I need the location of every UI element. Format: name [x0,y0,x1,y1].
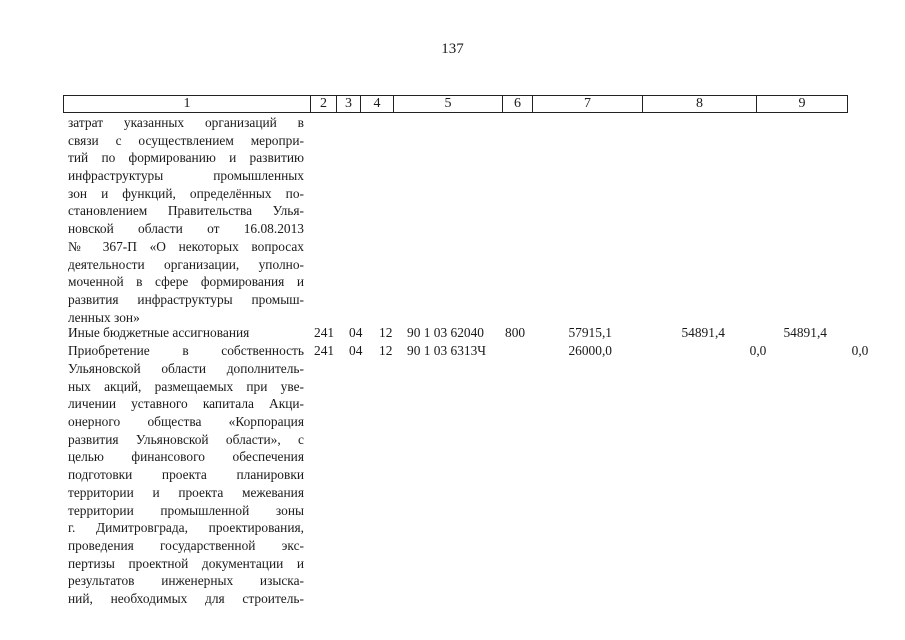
cell-col-7: 57915,1 [568,325,612,340]
cell-col-5: 90 1 03 6313Ч [407,343,487,358]
text-line: деятельности организации, уполно- [68,256,304,272]
cell-col-8: 0,0 [749,343,767,358]
cell-col-8: 54891,4 [681,325,725,340]
text-line: подготовки проекта планировки [68,467,304,483]
cell-col-2: 241 [314,325,335,340]
row-name-text: Приобретение в собственность [68,343,304,358]
header-col-9: 9 [798,96,806,111]
text-line: проведения государственной экс- [68,537,304,553]
text-line: инфраструктуры промышленных [68,168,304,184]
header-col-4: 4 [361,96,394,112]
cell-col-9: 0,0 [851,343,869,358]
cell-col-5: 90 1 03 62040 [407,325,484,340]
text-line: ленных зон» [68,309,140,325]
row-name: Иные бюджетные ассигнования [68,325,250,340]
text-line: целью финансового обеспечения [68,449,304,465]
text-line: территории и проекта межевания [68,484,304,500]
item-description [68,360,304,608]
cell-col-3: 04 [349,343,363,358]
text-line: зон и функций, определённых по- [68,185,304,201]
table-header-row [63,95,848,113]
text-line: развития Ульяновской области», с [68,431,304,447]
text-line: ных акций, размещаемых при уве- [68,378,304,394]
header-col-6: 6 [503,96,533,112]
text-line: территории промышленной зоны [68,502,304,518]
text-line: пертизы проектной документации и [68,555,304,571]
header-col-5: 5 [394,96,503,112]
cell-col-6: 800 [505,325,526,340]
text-line: г. Димитровграда, проектирования, [68,520,304,536]
table-row [68,324,858,342]
text-line: ний, необходимых для строитель- [68,590,304,606]
page-number: 137 [441,41,464,57]
header-col-3: 3 [337,96,361,112]
cell-col-4: 12 [379,325,393,340]
text-line: № 367-П «О некоторых вопросах [68,238,304,254]
text-line: Ульяновской области дополнитель- [68,361,304,376]
text-line: связи с осуществлением меропри- [68,132,304,148]
table-row [68,342,869,360]
cell-col-3: 04 [349,325,363,340]
item-description-continued [68,114,304,326]
text-line: новской области от 16.08.2013 [68,221,304,237]
cell-col-4: 12 [379,343,393,358]
cell-col-9: 54891,4 [783,325,827,340]
text-line: моченной в сфере формирования и [68,274,304,290]
header-col-8: 8 [643,96,757,112]
text-line: тий по формированию и развитию [68,150,304,166]
cell-col-7: 26000,0 [568,343,612,358]
text-line: личении уставного капитала Акци- [68,396,304,412]
text-line: затрат указанных организаций в [68,115,304,130]
text-line: результатов инженерных изыска- [68,573,304,589]
header-col-7: 7 [533,96,643,112]
cell-col-2: 241 [314,343,335,358]
text-line: становлением Правительства Улья- [68,203,304,219]
header-col-2: 2 [311,96,337,112]
text-line: онерного общества «Корпорация [68,414,304,430]
row-name [68,342,304,360]
text-line: развития инфраструктуры промыш- [68,291,304,307]
header-col-1: 1 [64,96,311,112]
